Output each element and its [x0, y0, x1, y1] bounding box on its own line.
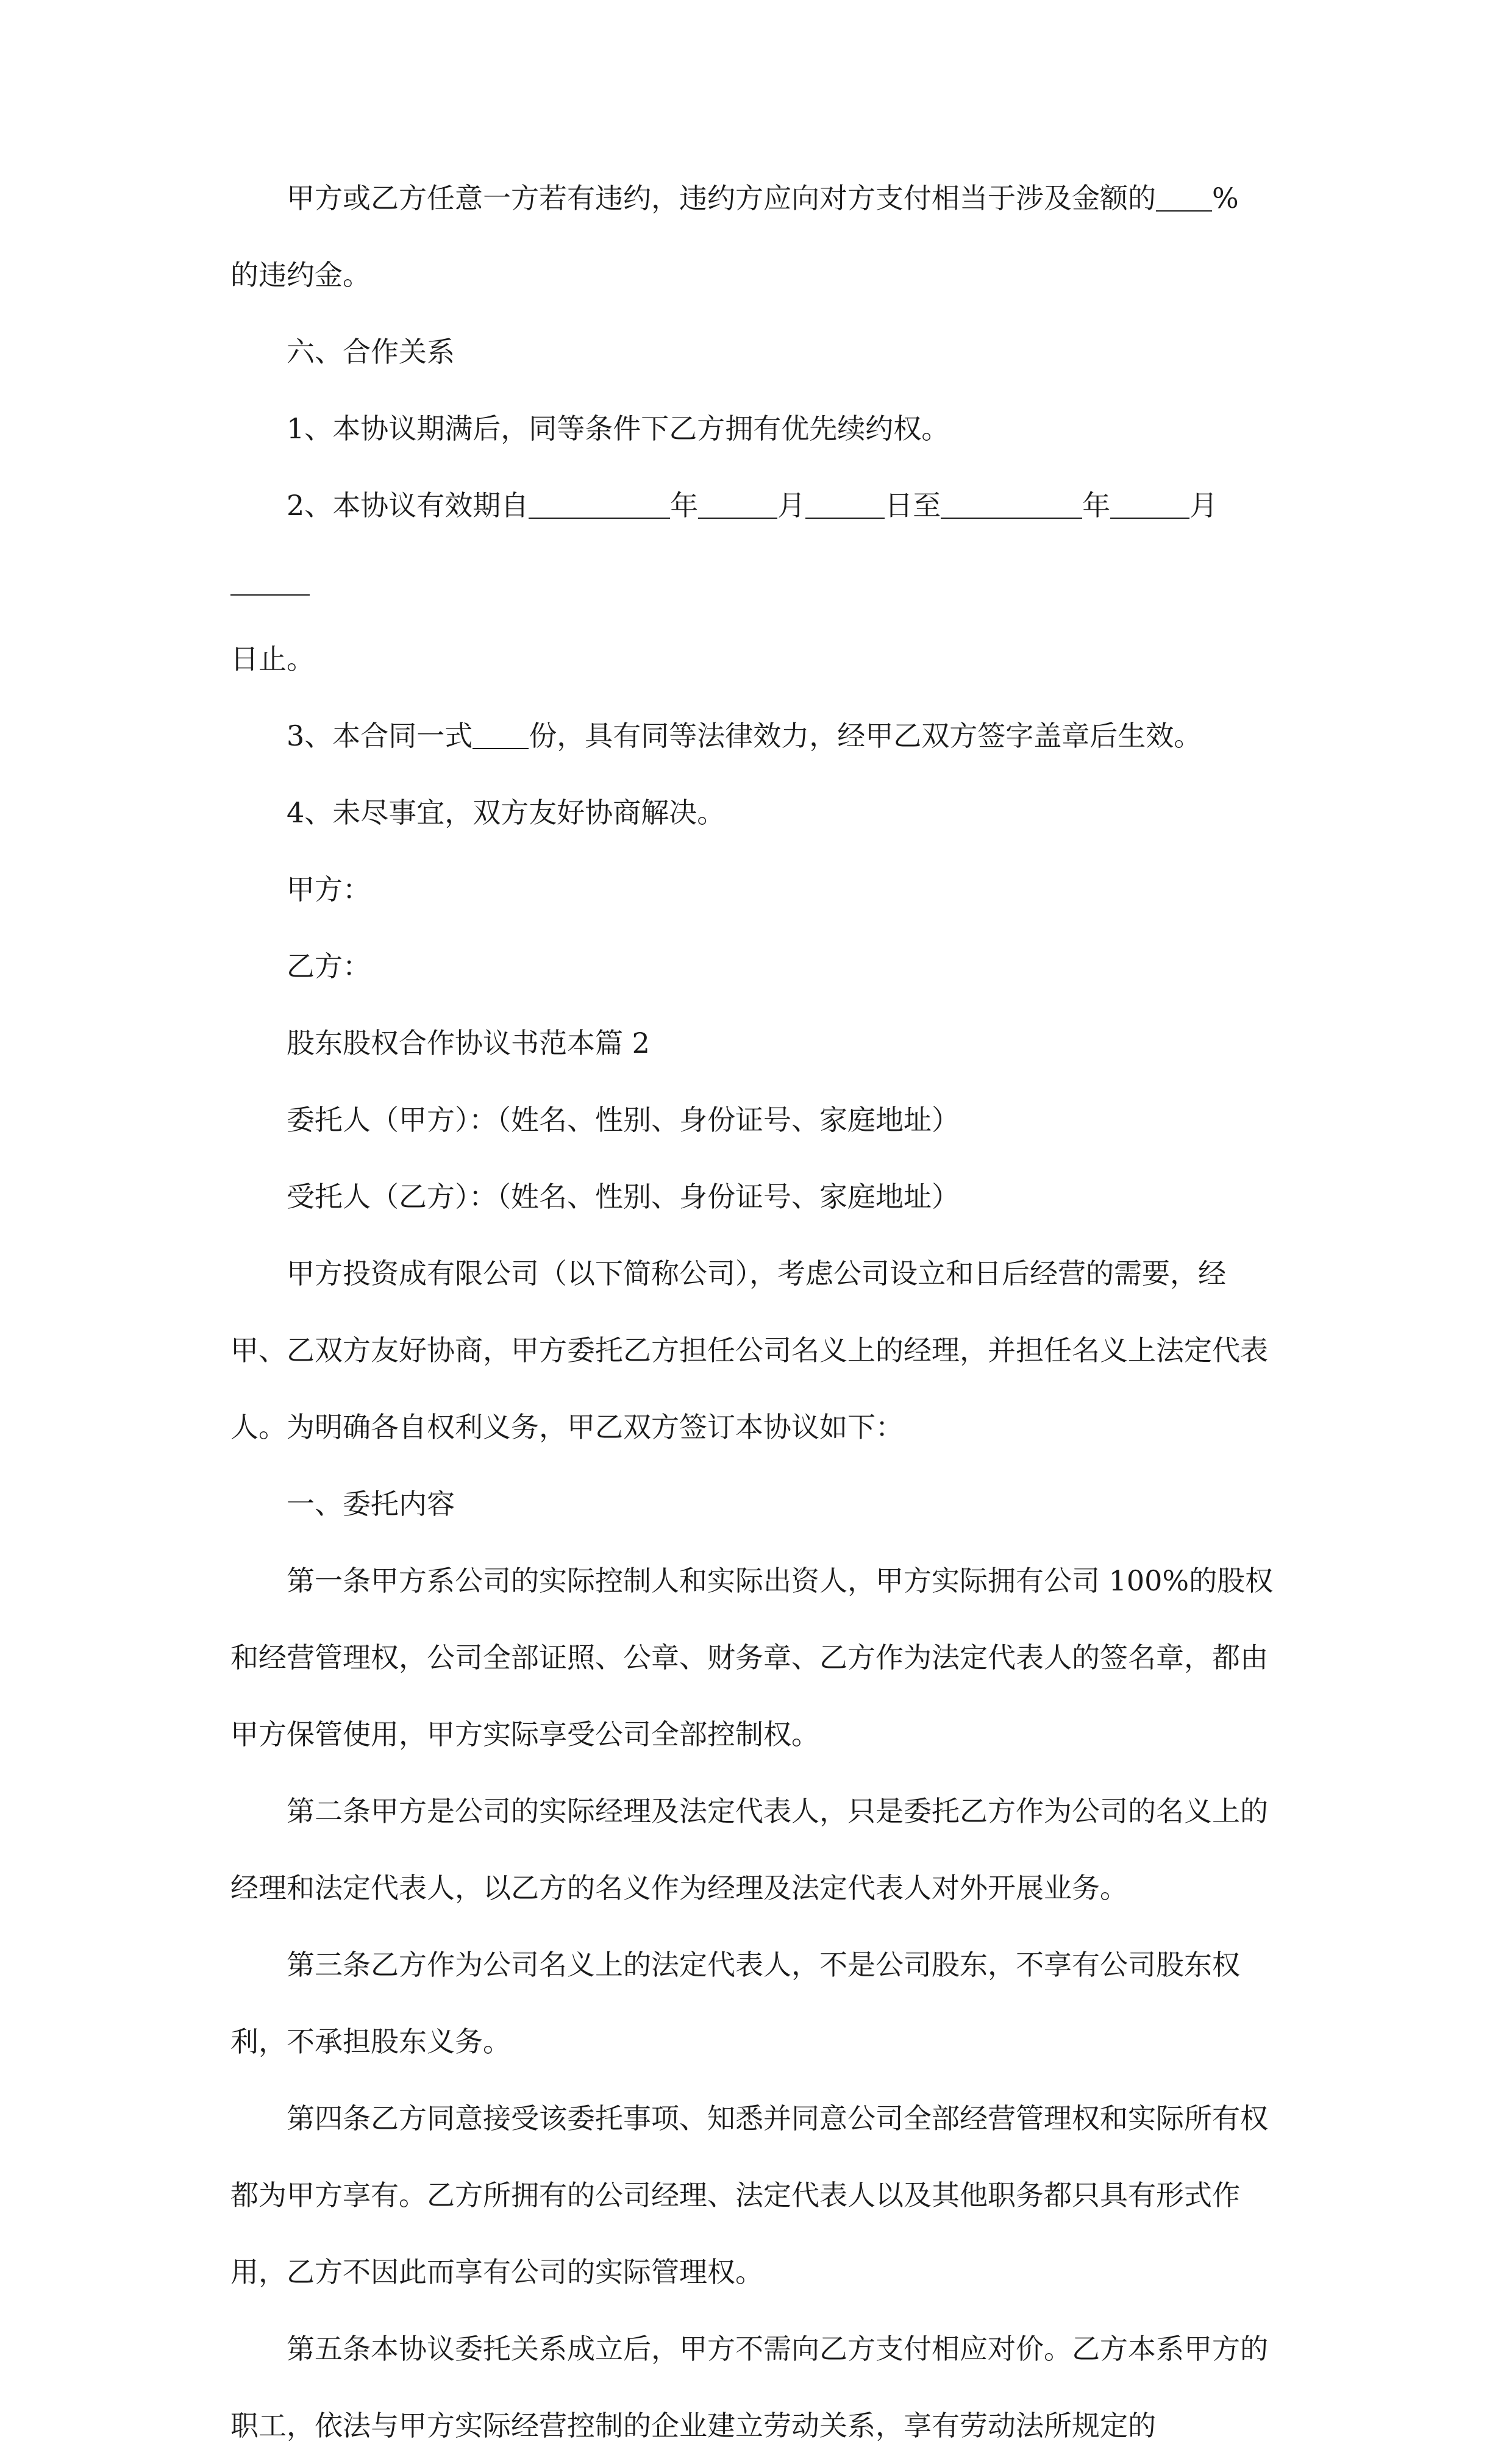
- item-3-prefix: 3、本合同一式: [287, 719, 473, 752]
- agreement-2-title: 股东股权合作协议书范本篇 2: [287, 1027, 650, 1059]
- blank-end-month: [1110, 490, 1189, 519]
- item-3: [230, 697, 1282, 774]
- article-3: 第三条乙方作为公司名义上的法定代表人，不是公司股东，不享有公司股东权利，不承担股东义务。: [230, 1948, 1240, 2058]
- penalty-clause-end: 的违约金。: [230, 258, 371, 291]
- article-4: 第四条乙方同意接受该委托事项、知悉并同意公司全部经营管理权和实际所有权都为甲方享有。乙方所拥有的公司经理、法定代表人以及其他职务都只具有形式作用，乙方不因此而享有公司的实际管理权。: [230, 2102, 1268, 2288]
- document-body: [230, 160, 1282, 2464]
- item-4: 4、未尽事宜，双方友好协商解决。: [287, 796, 726, 829]
- party-b-signature-label: 乙方：: [287, 950, 371, 983]
- section-six-heading: 六、合作关系: [287, 335, 455, 368]
- item-2: [230, 467, 1282, 697]
- article-1: 第一条甲方系公司的实际控制人和实际出资人，甲方实际拥有公司 100%的股权和经营管理权，公司全部证照、公章、财务章、乙方作为法定代表人的签名章，都由甲方保管使用，甲方实际享受公司全部控制权。: [230, 1564, 1274, 1751]
- article-5: 第五条本协议委托关系成立后，甲方不需向乙方支付相应对价。乙方本系甲方的职工，依法与甲方实际经营控制的企业建立劳动关系，享有劳动法所规定的: [230, 2332, 1268, 2442]
- label-year-1: 年: [670, 489, 699, 522]
- section-one-heading: 一、委托内容: [287, 1487, 455, 1520]
- principal-party: 委托人（甲方）：（姓名、性别、身份证号、家庭地址）: [287, 1103, 960, 1136]
- blank-start-month: [698, 490, 777, 519]
- agent-party: 受托人（乙方）：（姓名、性别、身份证号、家庭地址）: [287, 1180, 960, 1213]
- intro-paragraph: 甲方投资成有限公司（以下简称公司），考虑公司设立和日后经营的需要，经甲、乙双方友好协商，甲方委托乙方担任公司名义上的经理，并担任名义上法定代表人。为明确各自权利义务，甲乙双方签订本协议如下：: [230, 1257, 1268, 1444]
- label-month-1: 月: [777, 489, 806, 522]
- blank-end-year: [941, 490, 1082, 519]
- item-2-end: 日止。: [230, 643, 315, 675]
- penalty-clause: [230, 160, 1282, 313]
- article-2: 第二条甲方是公司的实际经理及法定代表人，只是委托乙方作为公司的名义上的经理和法定代表人，以乙方的名义作为经理及法定代表人对外开展业务。: [230, 1795, 1268, 1904]
- penalty-clause-text: 甲方或乙方任意一方若有违约，违约方应向对方支付相当于涉及金额的: [287, 182, 1156, 215]
- blank-start-day: [805, 490, 885, 519]
- item-1: 1、本协议期满后，同等条件下乙方拥有优先续约权。: [287, 412, 950, 445]
- blank-end-day: [230, 566, 310, 596]
- label-day-to: 日至: [885, 489, 941, 522]
- label-month-2: 月: [1189, 489, 1218, 522]
- percent-sign: %: [1212, 182, 1239, 215]
- label-year-2: 年: [1082, 489, 1111, 522]
- blank-percent: [1156, 182, 1212, 212]
- blank-start-year: [529, 490, 670, 519]
- item-3-suffix: 份，具有同等法律效力，经甲乙双方签字盖章后生效。: [529, 719, 1202, 752]
- blank-copies: [472, 720, 529, 749]
- party-a-signature-label: 甲方：: [287, 873, 371, 906]
- item-2-prefix: 2、本协议有效期自: [287, 489, 529, 522]
